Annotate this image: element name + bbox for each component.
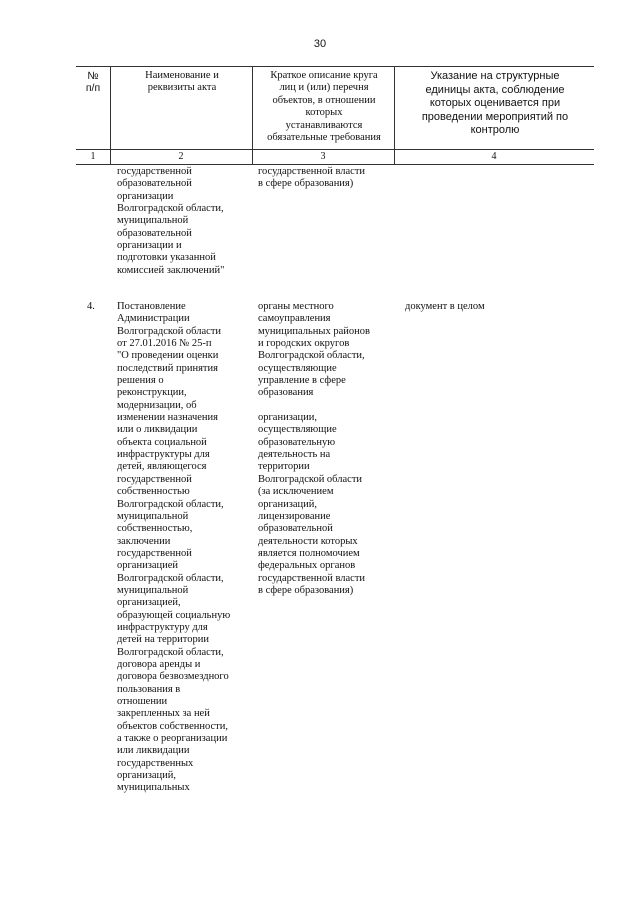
column-number: 4 — [491, 151, 497, 162]
column-divider — [252, 66, 253, 164]
header-units: Указание на структурные единицы акта, соблюдение которых оценивается при проведении мероприятий по контролю — [421, 70, 569, 136]
table-row-act-cell: Постановление Администрации Волгоградской области от 27.01.2016 № 25-п "О проведении оценки последствий принятия решения о реконструкции, модернизации, об изменении назначения или о ликвидации объекта социальной инфраструктуры для детей, являющегося государственной собственностью Волгоградской области, муниципальной собственностью, заключении государственной организацией Волгоградской области, муниципальной организацией, образующей социальную инфраструктуру для детей на территории Волгоградской области, договора аренды и договора безвозмездного пользования в отношении закрепленных за ней объектов собственности, а также о реорганизации или ликвидации государственных организаций, муниципальных — [117, 301, 231, 794]
table-row-act-cell: государственной образовательной организации Волгоградской области, муниципальной образовательной организации и подготовки указанной комиссией заключений" — [117, 166, 225, 276]
header-subjects: Краткое описание круга лиц и (или) перечня объектов, в отношении которых устанавливаются обязательные требования — [267, 70, 381, 144]
header-number: № п/п — [85, 70, 101, 95]
page-number: 30 — [313, 38, 327, 50]
table-colnum-bottom-border — [76, 164, 594, 165]
column-divider — [110, 66, 111, 164]
table-row-units-cell: документ в целом — [405, 301, 485, 312]
table-header-bottom-border — [76, 149, 594, 150]
column-number: 2 — [178, 151, 184, 162]
column-number: 3 — [320, 151, 326, 162]
column-number: 1 — [90, 151, 96, 162]
table-row-subjects-cell: органы местного самоуправления муниципальных районов и городских округов Волгоградской области, осуществляющие управление в сфере образования организации, осуществляющие образовательную деятельность на территории Волгоградской области (за исключением организаций, лицензирование образовательной деятельности которых является полномочием федеральных органов государственной власти в сфере образования) — [258, 301, 370, 596]
header-act: Наименование и реквизиты акта — [145, 70, 219, 94]
table-row-subjects-cell: государственной власти в сфере образования) — [258, 166, 366, 190]
table-row-number: 4. — [87, 301, 95, 312]
column-divider — [394, 66, 395, 164]
table-top-border — [76, 66, 594, 67]
